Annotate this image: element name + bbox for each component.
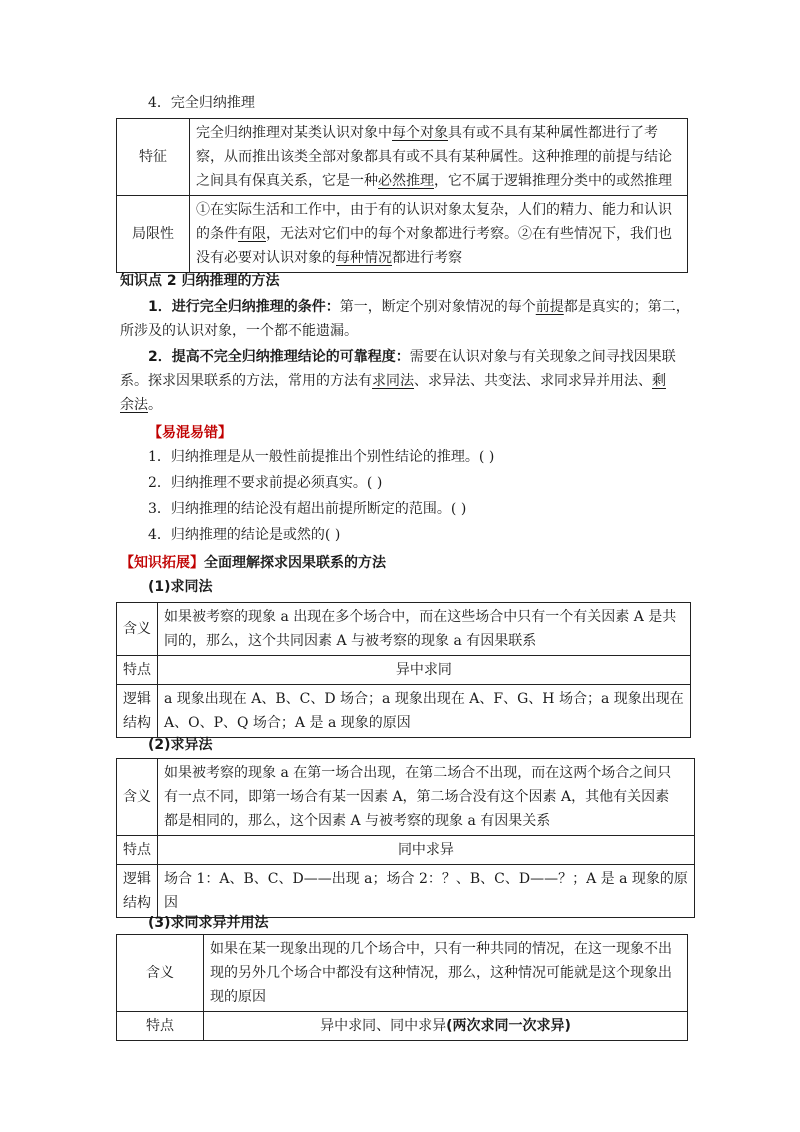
limitation-content: ①在实际生活和工作中，由于有的认识对象太复杂，人们的精力、能力和认识 的条件有限，无法对它们中的每个对象都进行考察。②在有些情况下，我们也 没有必要对认识对象的每种情况都进行考察 xyxy=(190,196,688,273)
confuse-item-4: 4．归纳推理的结论是或然的( ) xyxy=(148,527,341,543)
method-2-table xyxy=(116,758,695,918)
kp2-paragraph-2: 2．提高不完全归纳推理结论的可靠程度：需要在认识对象与有关现象之间寻找因果联 xyxy=(148,349,676,365)
m2-feature: 同中求异 xyxy=(158,836,695,865)
section-title: 4．完全归纳推理 xyxy=(148,95,255,111)
m3-feature: 异中求同、同中求异(两次求同一次求异) xyxy=(204,1012,688,1041)
m1-feature: 异中求同 xyxy=(158,656,691,685)
m1-meaning-label: 含义 xyxy=(117,603,158,656)
m1-logic: a 现象出现在 A、B、C、D 场合；a 现象出现在 A、F、G、H 场合；a 现象出现在 A、O、P、Q 场合；A 是 a 现象的原因 xyxy=(158,685,691,738)
m2-meaning-label: 含义 xyxy=(117,759,158,836)
extension-heading: 【知识拓展】全面理解探求因果联系的方法 xyxy=(120,555,386,571)
m3-feature-label: 特点 xyxy=(117,1012,204,1041)
confuse-item-1: 1．归纳推理是从一般性前提推出个别性结论的推理。( ) xyxy=(148,449,495,465)
limitation-label: 局限性 xyxy=(117,196,190,273)
confuse-heading: 【易混易错】 xyxy=(148,425,232,441)
method-2-heading: (2)求异法 xyxy=(148,737,213,753)
method-1-table xyxy=(116,602,691,738)
m3-meaning: 如果在某一现象出现的几个场合中，只有一种共同的情况，在这一现象不出 现的另外几个场合中都没有这种情况，那么，这种情况可能就是这个现象出 现的原因 xyxy=(204,935,688,1012)
kp2-paragraph-2-end: 余法。 xyxy=(120,397,162,413)
complete-induction-table xyxy=(116,118,688,273)
kp2-paragraph-2-cont: 系。探求因果联系的方法，常用的方法有求同法、求异法、共变法、求同求异并用法、剩 xyxy=(120,373,666,389)
method-3-table xyxy=(116,934,688,1041)
kp2-paragraph-1: 1．进行完全归纳推理的条件：第一，断定个别对象情况的每个前提都是真实的；第二， xyxy=(148,299,690,315)
m2-meaning: 如果被考察的现象 a 在第一场合出现，在第二场合不出现，而在这两个场合之间只 有一点不同，即第一场合有某一因素 A，第二场合没有这个因素 A，其他有关因素 都是相同的，那么，这个因素 A 与被考察的现象 a 有因果关系 xyxy=(158,759,695,836)
kp2-paragraph-1-cont: 所涉及的认识对象，一个都不能遗漏。 xyxy=(120,323,358,339)
method-1-heading: (1)求同法 xyxy=(148,579,213,595)
feature-content: 完全归纳推理对某类认识对象中每个对象具有或不具有某种属性都进行了考 察，从而推出该类全部对象都具有或不具有某种属性。这种推理的前提与结论 之间具有保真关系，它是一种必然推理，它不属于逻辑推理分类中的或然推理 xyxy=(190,119,688,196)
confuse-item-2: 2．归纳推理不要求前提必须真实。( ) xyxy=(148,475,383,491)
m1-feature-label: 特点 xyxy=(117,656,158,685)
m2-feature-label: 特点 xyxy=(117,836,158,865)
kp2-title: 知识点 2 归纳推理的方法 xyxy=(120,273,280,289)
m2-logic: 场合 1：A、B、C、D——出现 a；场合 2：？、B、C、D——？；A 是 a 现象的原 因 xyxy=(158,865,695,918)
m1-meaning: 如果被考察的现象 a 出现在多个场合中，而在这些场合中只有一个有关因素 A 是共 同的，那么，这个共同因素 A 与被考察的现象 a 有因果联系 xyxy=(158,603,691,656)
m1-logic-label: 逻辑 结构 xyxy=(117,685,158,738)
m3-meaning-label: 含义 xyxy=(117,935,204,1012)
confuse-item-3: 3．归纳推理的结论没有超出前提所断定的范围。( ) xyxy=(148,501,467,517)
feature-label: 特征 xyxy=(117,119,190,196)
method-3-heading: (3)求同求异并用法 xyxy=(148,915,269,931)
m2-logic-label: 逻辑 结构 xyxy=(117,865,158,918)
